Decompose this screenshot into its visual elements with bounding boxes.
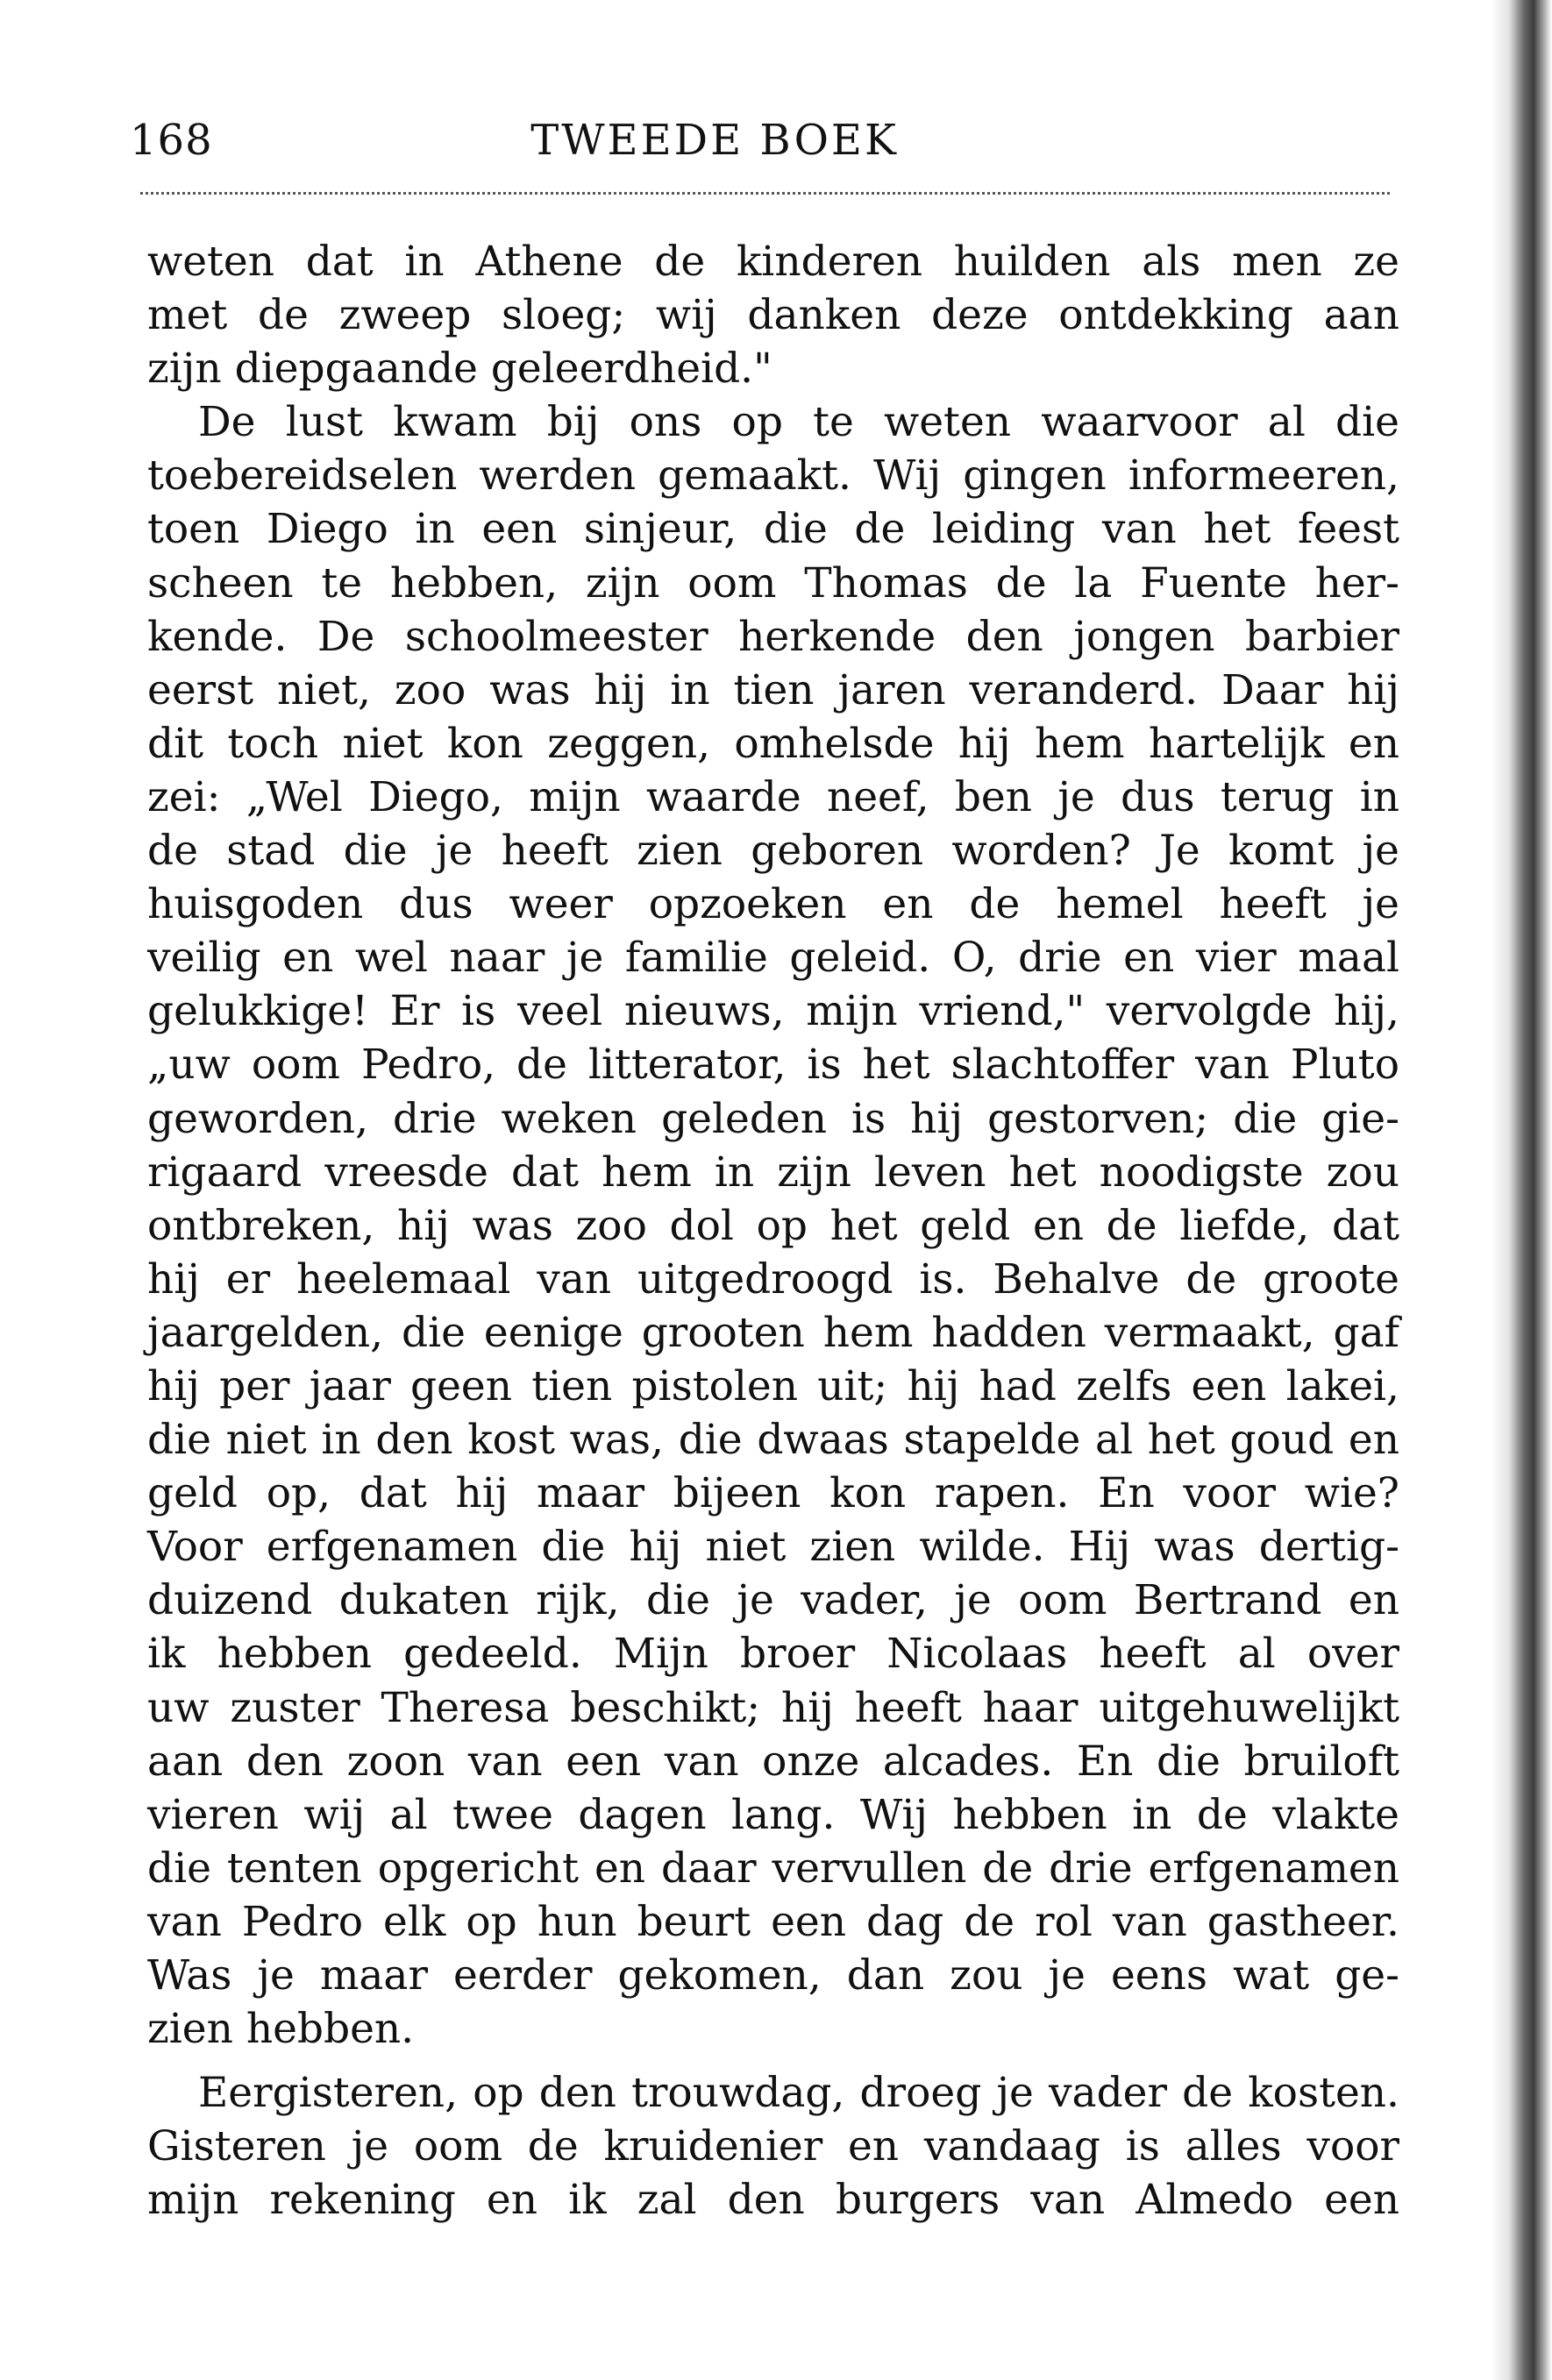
text-line: zijn diepgaande geleerdheid." xyxy=(147,345,772,394)
running-head: TWEEDE BOEK xyxy=(530,116,899,165)
text-line: uw zuster Theresa beschikt; hij heeft haar uitgehuwelijkt xyxy=(147,1683,1399,1732)
text-line: Voor erfgenamen die hij niet zien wilde. Hij was dertig- xyxy=(147,1523,1399,1572)
text-line: zien hebben. xyxy=(147,2005,415,2054)
text-line: eerst niet, zoo was hij in tien jaren veranderd. Daar hij xyxy=(147,665,1399,714)
text-line: geworden, drie weken geleden is hij gestorven; die gie- xyxy=(147,1094,1399,1143)
text-line: hij per jaar geen tien pistolen uit; hij had zelfs een lakei, xyxy=(147,1361,1399,1410)
header-rule xyxy=(140,192,1390,195)
text-line: die tenten opgericht en daar vervullen de drie erfgenamen xyxy=(147,1844,1399,1893)
text-line: zei: „Wel Diego, mijn waarde neef, ben je dus terug in xyxy=(147,772,1399,821)
text-line: met de zweep sloeg; wij danken deze ontdekking aan xyxy=(147,291,1399,340)
text-line: geld op, dat hij maar bijeen kon rapen. En voor wie? xyxy=(147,1469,1399,1518)
text-line: veilig en wel naar je familie geleid. O, drie en vier maal xyxy=(147,934,1399,983)
text-line: Eergisteren, op den trouwdag, droeg je vader de kosten. xyxy=(198,2069,1399,2118)
text-line: rigaard vreesde dat hem in zijn leven het noodigste zou xyxy=(147,1147,1399,1197)
page-number: 168 xyxy=(130,116,213,165)
text-line: dit toch niet kon zeggen, omhelsde hij hem hartelijk en xyxy=(147,719,1399,768)
text-line: mijn rekening en ik zal den burgers van Almedo een xyxy=(147,2176,1399,2225)
text-line: huisgoden dus weer opzoeken en de hemel heeft je xyxy=(147,880,1399,929)
text-line: de stad die je heeft zien geboren worden? Je komt je xyxy=(147,827,1399,876)
text-line: duizend dukaten rijk, die je vader, je oom Bertrand en xyxy=(147,1576,1399,1625)
text-line: Gisteren je oom de kruidenier en vandaag is alles voor xyxy=(147,2122,1399,2171)
text-line: die niet in den kost was, die dwaas stapelde al het goud en xyxy=(147,1416,1399,1465)
text-line: De lust kwam bij ons op te weten waarvoor al die xyxy=(198,398,1399,447)
text-line: scheen te hebben, zijn oom Thomas de la Fuente her- xyxy=(147,558,1399,607)
page-edge-shadow xyxy=(1491,0,1552,2380)
text-line: weten dat in Athene de kinderen huilden als men ze xyxy=(147,238,1399,286)
text-line: gelukkige! Er is veel nieuws, mijn vriend," vervolgde hij, xyxy=(147,987,1399,1036)
text-line: ontbreken, hij was zoo dol op het geld en de liefde, dat xyxy=(147,1201,1399,1250)
body-text xyxy=(147,235,1399,2227)
text-line: van Pedro elk op hun beurt een dag de rol van gastheer. xyxy=(147,1897,1399,1946)
text-line: jaargelden, die eenige grooten hem hadden vermaakt, gaf xyxy=(147,1308,1399,1357)
text-line: kende. De schoolmeester herkende den jongen barbier xyxy=(147,612,1399,661)
text-line: „uw oom Pedro, de litterator, is het slachtoffer van Pluto xyxy=(147,1041,1399,1090)
text-line: toebereidselen werden gemaakt. Wij gingen informeeren, xyxy=(147,451,1399,501)
text-line: ik hebben gedeeld. Mijn broer Nicolaas heeft al over xyxy=(147,1630,1399,1679)
text-line: Was je maar eerder gekomen, dan zou je eens wat ge- xyxy=(147,1951,1399,2000)
text-line: toen Diego in een sinjeur, die de leiding van het feest xyxy=(147,505,1399,554)
text-line: aan den zoon van een van onze alcades. En die bruiloft xyxy=(147,1737,1399,1786)
text-line: vieren wij al twee dagen lang. Wij hebben in de vlakte xyxy=(147,1790,1399,1839)
text-line: hij er heelemaal van uitgedroogd is. Behalve de groote xyxy=(147,1254,1399,1304)
